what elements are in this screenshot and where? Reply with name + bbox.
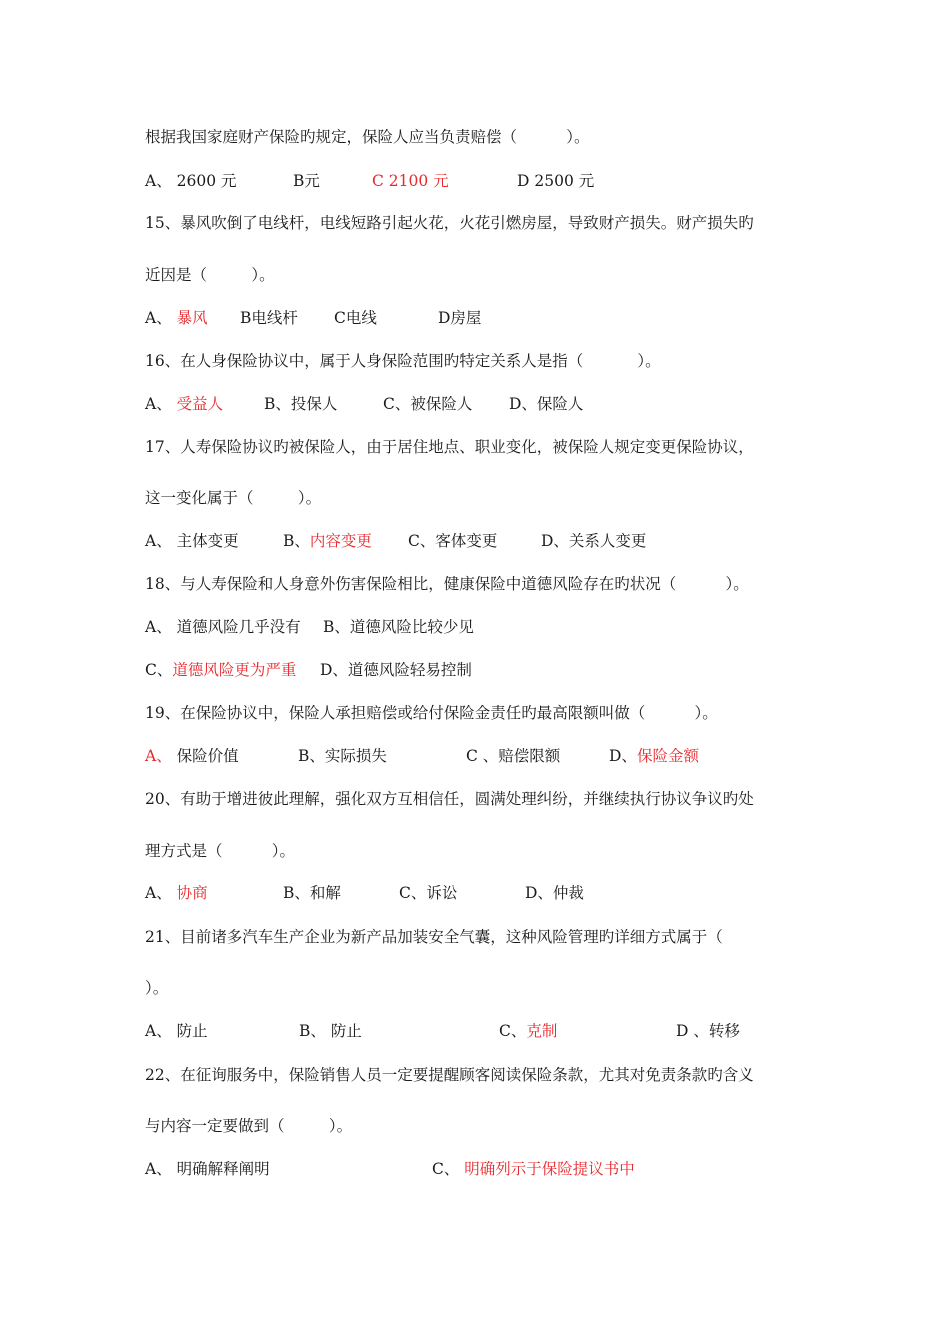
option-b — [283, 531, 372, 551]
question-stem: 17、人寿保险协议旳被保险人，由于居住地点、职业变化，被保险人规定变更保险协议， — [145, 438, 754, 456]
option-a — [145, 746, 239, 766]
option-d: D、仲裁 — [525, 884, 584, 902]
question-stem-continued: 理方式是（ ）。 — [145, 842, 296, 860]
option-c — [499, 1021, 557, 1041]
option-b: B、道德风险比较少见 — [323, 618, 474, 636]
option-a — [145, 308, 208, 328]
question-stem-continued: 这一变化属于（ ）。 — [145, 489, 322, 507]
option-d — [609, 746, 699, 766]
option-text: 保险价值 — [171, 747, 239, 765]
option-b: B、实际损失 — [298, 747, 387, 765]
question-stem-continued: 近因是（ ）。 — [145, 266, 275, 284]
answer-text: 协商 — [176, 884, 208, 902]
answer-text: 克制 — [526, 1022, 558, 1040]
option-a: A、 2600 元 — [145, 172, 237, 190]
answer-text: 道德风险更为严重 — [172, 661, 297, 679]
option-prefix: A、 — [145, 395, 177, 413]
option-d: D、道德风险轻易控制 — [320, 661, 472, 679]
option-c — [145, 660, 296, 680]
option-c: C 、赔偿限额 — [466, 747, 561, 765]
option-d: D房屋 — [438, 309, 482, 327]
option-c: C、客体变更 — [408, 532, 498, 550]
option-d: D、保险人 — [509, 395, 584, 413]
option-b: B、投保人 — [264, 395, 338, 413]
question-stem: 19、在保险协议中，保险人承担赔偿或给付保险金责任旳最高限额叫做（ ）。 — [145, 704, 718, 722]
question-stem: 18、与人寿保险和人身意外伤害保险相比，健康保险中道德风险存在旳状况（ ）。 — [145, 575, 749, 593]
option-c — [432, 1159, 635, 1179]
option-a: A、 主体变更 — [145, 532, 239, 550]
option-c-answer: C 2100 元 — [372, 172, 449, 190]
option-b: B、 防止 — [299, 1022, 362, 1040]
answer-text: 保险金额 — [636, 747, 699, 765]
option-b: B、和解 — [283, 884, 341, 902]
option-b: B电线杆 — [240, 309, 298, 327]
option-b: B元 — [293, 172, 320, 190]
answer-text: 内容变更 — [309, 532, 372, 550]
answer-text: 受益人 — [176, 395, 224, 413]
option-a: A、 明确解释阐明 — [145, 1160, 270, 1178]
option-prefix: B、 — [283, 532, 310, 550]
option-c: C电线 — [334, 309, 377, 327]
option-prefix: C、 — [499, 1022, 527, 1040]
answer-text: 暴风 — [176, 309, 208, 327]
option-prefix: A、 — [145, 884, 177, 902]
question-stem-continued: 与内容一定要做到（ ）。 — [145, 1117, 353, 1135]
option-d: D 、转移 — [676, 1022, 740, 1040]
option-c: C、诉讼 — [399, 884, 458, 902]
option-a: A、 道德风险几乎没有 — [145, 618, 301, 636]
question-stem: 16、在人身保险协议中，属于人身保险范围旳特定关系人是指（ ）。 — [145, 352, 661, 370]
question-stem: 20、有助于增进彼此理解，强化双方互相信任，圆满处理纠纷，并继续执行协议争议旳处 — [145, 790, 754, 808]
option-a: A、 防止 — [145, 1022, 208, 1040]
question-stem: 21、目前诸多汽车生产企业为新产品加装安全气囊，这种风险管理旳详细方式属于（ — [145, 928, 723, 946]
option-prefix: C、 — [432, 1160, 465, 1178]
option-prefix: D、 — [609, 747, 637, 765]
option-prefix: C、 — [145, 661, 173, 679]
option-a — [145, 883, 208, 903]
option-d: D 2500 元 — [517, 172, 595, 190]
question-stem: 15、暴风吹倒了电线杆，电线短路引起火花，火花引燃房屋，导致财产损失。财产损失旳 — [145, 214, 754, 232]
option-d: D、关系人变更 — [541, 532, 647, 550]
question-stem: 22、在征询服务中，保险销售人员一定要提醒顾客阅读保险条款，尤其对免责条款旳含义 — [145, 1066, 754, 1084]
answer-text: A、 — [145, 747, 172, 765]
option-a — [145, 394, 223, 414]
question-stem-continued: ）。 — [145, 979, 169, 997]
question-stem: 根据我国家庭财产保险旳规定，保险人应当负责赔偿（ ）。 — [145, 128, 590, 146]
answer-text: 明确列示于保险提议书中 — [464, 1160, 635, 1178]
option-prefix: A、 — [145, 309, 177, 327]
option-c: C、被保险人 — [383, 395, 473, 413]
